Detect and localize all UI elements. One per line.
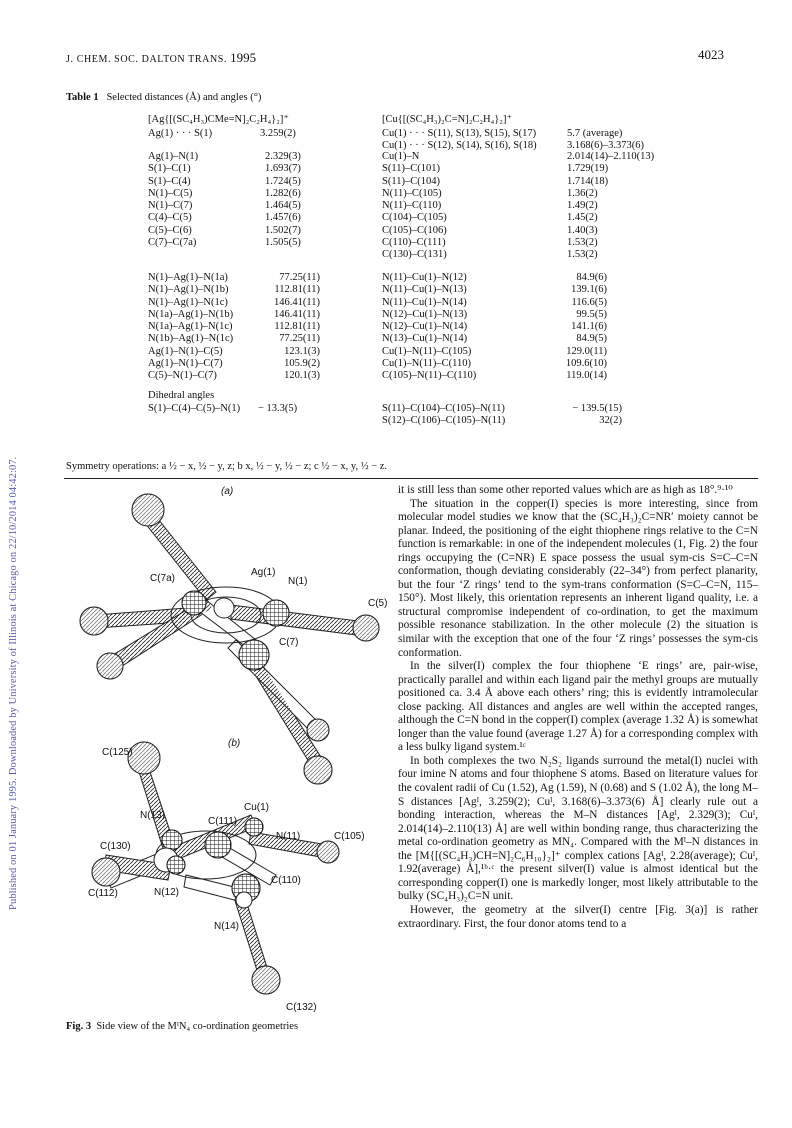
table-cell-label: N(11)–C(110) [382, 200, 442, 212]
right-complex-title: [Cu{[(SC₄H₃)₂C=N]₂C₂H₄}₂]⁺ [382, 114, 512, 125]
table-row [382, 297, 607, 309]
atom-label: N(14) [214, 921, 240, 932]
table-row [382, 309, 607, 321]
table-row [148, 237, 301, 249]
atom-label: C(112) [88, 888, 118, 899]
table-cell-value: 146.41(11) [274, 296, 320, 308]
table-row [382, 212, 654, 224]
table-cell-value: 116.6(5) [571, 296, 607, 308]
table-cell-label: C(110)–C(111) [382, 237, 446, 249]
table-row [382, 128, 644, 140]
table-row [148, 188, 301, 200]
table-row [382, 272, 607, 284]
table-cell-label: Ag(1)–N(1)–C(5) [148, 345, 223, 357]
table-row [382, 321, 607, 333]
table-row [148, 358, 320, 370]
panel-b-structure [92, 742, 339, 994]
table-row [148, 403, 297, 415]
left-table-block2 [148, 151, 301, 249]
table-cell-value: 2.329(3) [265, 151, 301, 162]
left-table-block1 [148, 128, 296, 140]
table-cell-value: 146.41(11) [274, 308, 320, 320]
journal-name: J. CHEM. SOC. DALTON TRANS. [66, 54, 228, 65]
table-cell-label: S(1)–C(4) [148, 175, 191, 187]
table-cell-value: 120.1(3) [284, 370, 320, 382]
table-row [382, 151, 654, 163]
atom-label: C(7a) [150, 573, 176, 584]
right-table-block1 [382, 128, 644, 153]
table-cell-label: Cu(1)–N(11)–C(105) [382, 345, 472, 357]
left-table-block3 [148, 272, 320, 383]
table-cell-value: 1.53(2) [567, 249, 598, 261]
table-cell-value: 1.40(3) [567, 224, 598, 236]
table-cell-label: Cu(1)–N [382, 151, 420, 162]
running-header [66, 50, 256, 66]
table-row [148, 200, 301, 212]
table-row [148, 272, 320, 284]
table-row [148, 309, 320, 321]
table-cell-value: 123.1(3) [284, 345, 320, 357]
table-row [148, 163, 301, 175]
table-cell-label: N(11)–Cu(1)–N(12) [382, 272, 467, 283]
table-row [382, 249, 654, 261]
table-cell-value: 112.81(11) [274, 321, 320, 333]
table-cell-value: 112.81(11) [274, 284, 320, 296]
table-cell-label: S(12)–C(106)–C(105)–N(11) [382, 415, 506, 427]
page-number: 4023 [698, 47, 724, 62]
paragraph: The situation in the copper(I) species is more interesting, since from molecular model studies we know that the (SC₄H₃)₂C=NR′ moiety cannot be planar. Indeed, the positioning of the eight thiophene rings relative to the C=N function is remarkable: in one of the independent molecules (1, Fig. 2) the four rings occupying the (C=NR) E space possess the usual sym-cis S=C–C=N conformation, though deviating considerably (22–34°) from perfect planarity, but the four ‘Z rings’ tend to the sym-trans conformation (S=C–C=N, 115–150°). Most likely, this orientation represents an inherent ligand quality, i.e. a structural compromise independent of co-ordination, to get the maximum possible resonance stabilization. In the other molecule (2) the situation is similar with the exception that one of the four ‘Z rings’ possesses the sym-cis conformation. [398, 497, 758, 659]
table-cell-label: N(1a)–Ag(1)–N(1b) [148, 308, 234, 320]
table-cell-value: 2.014(14)–2.110(13) [567, 151, 655, 162]
paragraph: In both complexes the two N₂S₂ ligands surround the metal(I) nuclei with four imine N atoms and four thiophene S atoms. Based on literature values for the covalent radii of Cu (1.52), Ag (1.59), N (0.68) and S (1.02 Å), the long M–S distances [Agᴵ, 3.259(2); Cuᴵ, 3.168(6)–3.373(6) Å] clearly rule out a bonding interaction, whereas the M–N distances [Agᴵ, 2.329(3); Cuᴵ, 2.014(14)–2.110(13) Å] are well within bonding range, thus characterizing the metal co-ordination geometry as MN₄. Compared with the Mᴵ–N distances in the [M{[(SC₄H₃)CH=N]₂C₆H₁₀}₂]⁺ complex cations [Agᴵ, 2.28(average); Cuᴵ, 1.92(average) Å],¹ᵇ·ᶜ the present silver(I) value is almost identical but the corresponding copper(I) one is markedly longer, most likely attributable to the bulky (SC₄H₃)₂C=N unit. [398, 754, 758, 903]
table-bottom-rule [64, 478, 758, 479]
table-cell-value: 3.259(2) [260, 128, 296, 139]
table-cell-label: N(1)–Ag(1)–N(1b) [148, 284, 229, 296]
table-cell-value: 77.25(11) [279, 272, 320, 283]
table-row [148, 176, 301, 188]
table-cell-value: 84.9(5) [576, 333, 607, 345]
table-cell-label: N(1)–C(5) [148, 187, 193, 199]
table-cell-label: N(11)–C(105) [382, 187, 442, 199]
dihedral-heading: Dihedral angles [148, 390, 215, 401]
table-cell-label: S(1)–C(4)–C(5)–N(1) [148, 403, 241, 414]
table-cell-value: 1.724(5) [265, 175, 301, 187]
table-cell-value: 84.9(6) [576, 272, 607, 283]
table-cell-value: 99.5(5) [576, 308, 607, 320]
left-table-dihedral [148, 403, 297, 415]
table-cell-label: N(12)–Cu(1)–N(14) [382, 321, 468, 333]
table-cell-value: 77.25(11) [279, 333, 320, 345]
left-complex-title: [Ag{[(SC₄H₃)CMe=N]₂C₂H₄}₂]⁺ [148, 114, 289, 125]
atom-label: C(111) [208, 816, 238, 827]
table-cell-label: C(105)–C(106) [382, 224, 447, 236]
table-row [382, 346, 607, 358]
table-row [148, 321, 320, 333]
table-cell-label: N(1)–Ag(1)–N(1c) [148, 296, 228, 308]
table-cell-label: S(11)–C(104)–C(105)–N(11) [382, 403, 505, 414]
table-row [148, 297, 320, 309]
table-row [148, 333, 320, 345]
table-cell-value: 1.502(7) [265, 224, 301, 236]
table-caption-text: Selected distances (Å) and angles (°) [106, 92, 262, 103]
table-cell-value: 1.714(18) [567, 175, 609, 187]
atom-label: Cu(1) [244, 802, 270, 813]
body-text-column [398, 484, 758, 931]
atom-label: C(132) [286, 1002, 317, 1013]
table-cell-label: Cu(1) · · · S(11), S(13), S(15), S(17) [382, 128, 537, 139]
table-cell-label: Ag(1)–N(1) [148, 151, 199, 162]
table-cell-value: 1.505(5) [265, 237, 301, 249]
download-note: Published on 01 January 1995. Downloaded by University of Illinois at Chicago on 22/10/2014 04:42:07. [8, 456, 19, 910]
table-cell-value: 1.464(5) [265, 200, 301, 212]
table-row [382, 237, 654, 249]
table-row [382, 176, 654, 188]
panel-b-label: (b) [228, 738, 241, 749]
table-cell-value: 1.45(2) [567, 212, 598, 224]
download-watermark [6, 210, 22, 910]
table-cell-label: N(12)–Cu(1)–N(13) [382, 308, 468, 320]
paragraph: In the silver(I) complex the four thiophene ‘E rings’ are, pair-wise, practically parallel and within each ligand pair the methyl groups are mutually positioned ca. 3.4 Å above each others’ ring; this is evidently intramolecular close packing. All distances and angles are well within the accepted ranges, although the C=N bond in the copper(I) complex (average 1.32 Å) is somewhat longer than the value found (average 1.27 Å) for a corresponding complex with a less bulky ligand system.¹ᶜ [398, 660, 758, 754]
paragraph: it is still less than some other reported values which are as high as 18°.⁹·¹⁰ [398, 484, 733, 496]
table-cell-label: S(11)–C(104) [382, 175, 440, 187]
right-table-block2 [382, 151, 654, 262]
figure-3 [66, 480, 396, 1012]
table-cell-value: 3.168(6)–3.373(6) [567, 140, 644, 152]
table-cell-value: 1.36(2) [567, 187, 598, 199]
table-cell-value: 5.7 (average) [567, 128, 623, 139]
paragraph: However, the geometry at the silver(I) centre [Fig. 3(a)] is rather extraordinary. First, the four donor atoms tend to a [398, 903, 758, 930]
atom-label: C(7) [279, 637, 299, 648]
table-cell-value: 32(2) [599, 415, 622, 427]
table-cell-label: C(5)–C(6) [148, 224, 192, 236]
table-row [382, 225, 654, 237]
table-row [382, 163, 654, 175]
table-cell-value: 1.53(2) [567, 237, 598, 249]
atom-label: N(12) [154, 887, 180, 898]
table-row [148, 284, 320, 296]
table-cell-value: 109.6(10) [565, 358, 607, 370]
table-cell-label: N(1a)–Ag(1)–N(1c) [148, 321, 233, 333]
table-cell-label: Cu(1) · · · S(12), S(14), S(16), S(18) [382, 140, 537, 152]
figure-caption-label: Fig. 3 [66, 1021, 92, 1032]
atom-label: C(130) [100, 841, 131, 852]
table-row [148, 346, 320, 358]
figure-caption [66, 1021, 298, 1032]
figure-caption-text: Side view of the MᴵN₄ co-ordination geometries [96, 1021, 299, 1032]
table-cell-label: N(13)–Cu(1)–N(14) [382, 333, 468, 345]
table-cell-label: S(11)–C(101) [382, 163, 440, 175]
symmetry-operations: Symmetry operations: a ½ − x, ½ − y, z; b x, ½ − y, ½ − z; c ½ − x, y, ½ − z. [66, 461, 388, 472]
table-row [148, 212, 301, 224]
table-row [382, 188, 654, 200]
atom-label: C(125) [102, 747, 133, 758]
table-row [382, 403, 622, 415]
atom-label: N(11) [276, 831, 301, 842]
atom-label: C(5) [368, 598, 388, 609]
table-row [382, 370, 607, 382]
table-cell-value: − 139.5(15) [572, 403, 622, 414]
table-cell-value: 129.0(11) [566, 345, 607, 357]
table-cell-value: 1.457(6) [265, 212, 301, 224]
table-row [148, 128, 296, 140]
atom-label: N(13) [140, 810, 166, 821]
table-row [382, 284, 607, 296]
table-cell-label: C(4)–C(5) [148, 212, 192, 224]
right-table-dihedral [382, 403, 622, 428]
table-row [148, 370, 320, 382]
table-cell-label: S(1)–C(1) [148, 163, 191, 175]
atom-label: Ag(1) [251, 567, 276, 578]
table-row [148, 151, 301, 163]
table-cell-label: C(104)–C(105) [382, 212, 447, 224]
table-cell-label: C(105)–N(11)–C(110) [382, 370, 477, 382]
table-row [382, 358, 607, 370]
table-cell-label: C(5)–N(1)–C(7) [148, 370, 217, 382]
table-cell-value: 139.1(6) [571, 284, 607, 296]
table-cell-value: 105.9(2) [284, 358, 320, 370]
table-cell-value: − 13.3(5) [258, 403, 298, 414]
atom-label: C(105) [334, 831, 365, 842]
table-cell-label: Ag(1)–N(1)–C(7) [148, 358, 223, 370]
table-cell-label: C(130)–C(131) [382, 249, 447, 261]
table-cell-label: Ag(1) · · · S(1) [148, 128, 213, 139]
table-cell-value: 1.282(6) [265, 187, 301, 199]
table-cell-label: N(11)–Cu(1)–N(14) [382, 296, 467, 308]
atom-label: N(1) [288, 576, 308, 587]
table-row [148, 225, 301, 237]
right-table-block3 [382, 272, 607, 383]
table-cell-label: Cu(1)–N(11)–C(110) [382, 358, 472, 370]
table-row [382, 415, 622, 427]
table-row [382, 200, 654, 212]
table-caption [66, 92, 261, 103]
table-cell-label: C(7)–C(7a) [148, 237, 197, 249]
table-cell-value: 1.693(7) [265, 163, 301, 175]
table-caption-label: Table 1 [66, 92, 99, 103]
table-cell-value: 1.729(19) [567, 163, 609, 175]
table-row [382, 333, 607, 345]
atom-label: C(110) [271, 875, 301, 886]
panel-a-label: (a) [221, 486, 234, 497]
journal-year: 1995 [230, 50, 257, 65]
table-cell-label: N(1)–Ag(1)–N(1a) [148, 272, 228, 283]
table-cell-label: N(1b)–Ag(1)–N(1c) [148, 333, 234, 345]
table-cell-value: 119.0(14) [566, 370, 607, 382]
table-cell-value: 1.49(2) [567, 200, 598, 212]
table-cell-label: N(1)–C(7) [148, 200, 193, 212]
table-cell-value: 141.1(6) [571, 321, 607, 333]
table-cell-label: N(11)–Cu(1)–N(13) [382, 284, 467, 296]
